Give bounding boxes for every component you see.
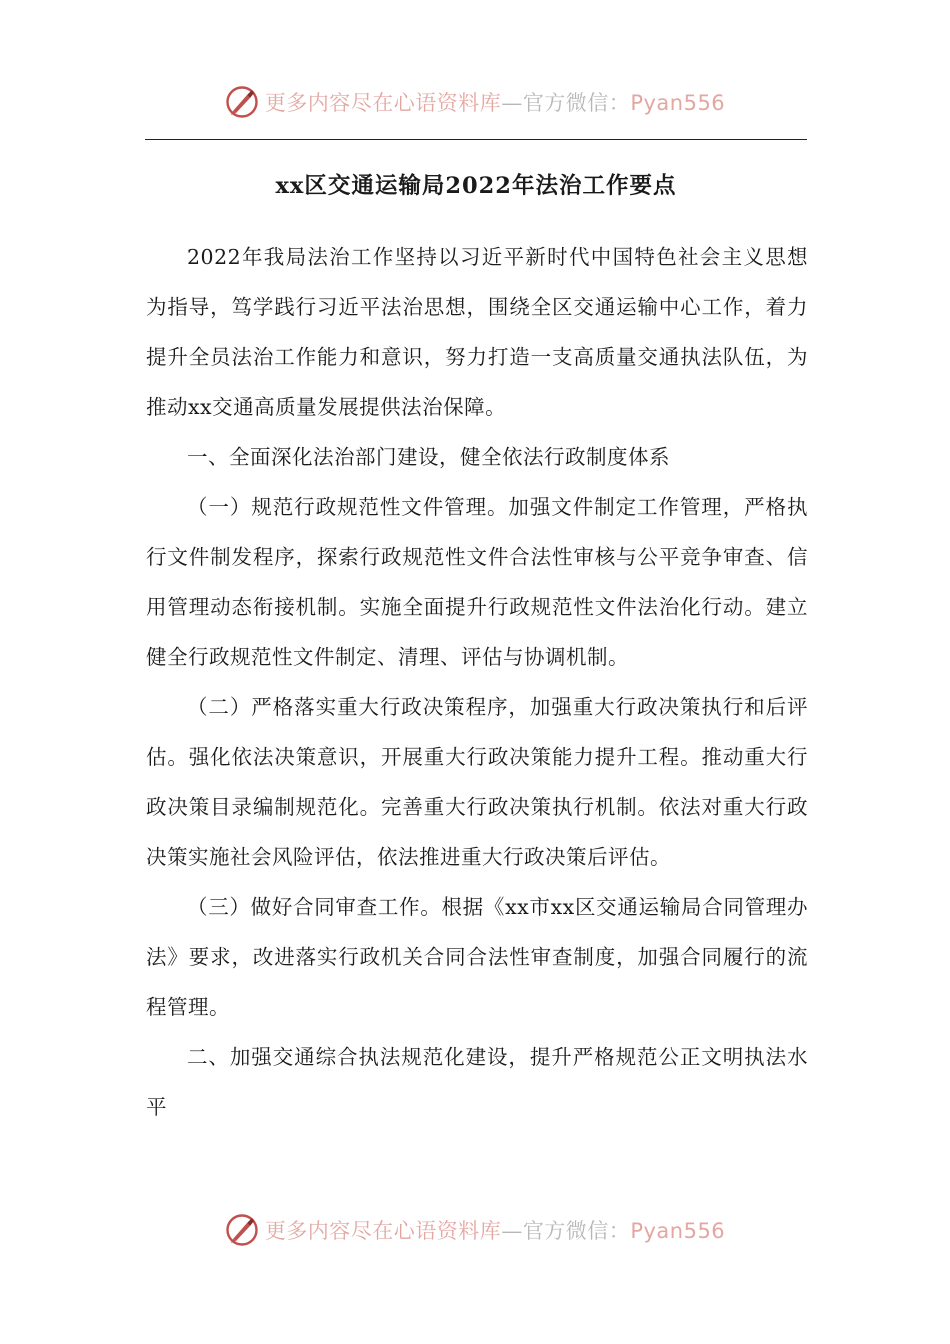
wechat-id: Pyan556 [630, 1219, 726, 1243]
watermark-text [265, 87, 725, 117]
separator: — [501, 1219, 523, 1243]
watermark-text [265, 1215, 725, 1245]
wechat-id: Pyan556 [630, 91, 726, 115]
promo-text: 更多内容尽在心语资料库 [264, 1219, 502, 1243]
header-divider [145, 139, 807, 140]
paragraph-item-2: （二）严格落实重大行政决策程序，加强重大行政决策执行和后评估。强化依法决策意识，开展重大行政决策能力提升工程。推动重大行政决策目录编制规范化。完善重大行政决策执行机制。依法对重大行政决策实施社会风险评估，依法推进重大行政决策后评估。 [146, 695, 808, 869]
header-watermark-banner [0, 80, 950, 124]
separator: — [501, 91, 523, 115]
paragraph-item-1: （一）规范行政规范性文件管理。加强文件制定工作管理，严格执行文件制发程序，探索行政规范性文件合法性审核与公平竞争审查、信用管理动态衔接机制。实施全面提升行政规范性文件法治化行动。建立健全行政规范性文件制定、清理、评估与协调机制。 [146, 495, 808, 669]
wechat-label: 官方微信： [522, 91, 631, 115]
document-body [146, 232, 808, 1132]
pen-logo-icon [225, 1213, 259, 1247]
section-heading-1: 一、全面深化法治部门建设，健全依法行政制度体系 [187, 445, 670, 469]
section-heading-2: 二、加强交通综合执法规范化建设，提升严格规范公正文明执法水平 [146, 1045, 808, 1119]
document-title: xx区交通运输局2022年法治工作要点 [275, 173, 677, 199]
promo-text: 更多内容尽在心语资料库 [264, 91, 502, 115]
pen-logo-icon [225, 85, 259, 119]
footer-watermark-banner [0, 1208, 950, 1252]
paragraph-item-3: （三）做好合同审查工作。根据《xx市xx区交通运输局合同管理办法》要求，改进落实行政机关合同合法性审查制度，加强合同履行的流程管理。 [146, 895, 808, 1019]
wechat-label: 官方微信： [522, 1219, 631, 1243]
paragraph-intro: 2022年我局法治工作坚持以习近平新时代中国特色社会主义思想为指导，笃学践行习近平法治思想，围绕全区交通运输中心工作，着力提升全员法治工作能力和意识，努力打造一支高质量交通执法队伍，为推动xx交通高质量发展提供法治保障。 [146, 245, 808, 419]
